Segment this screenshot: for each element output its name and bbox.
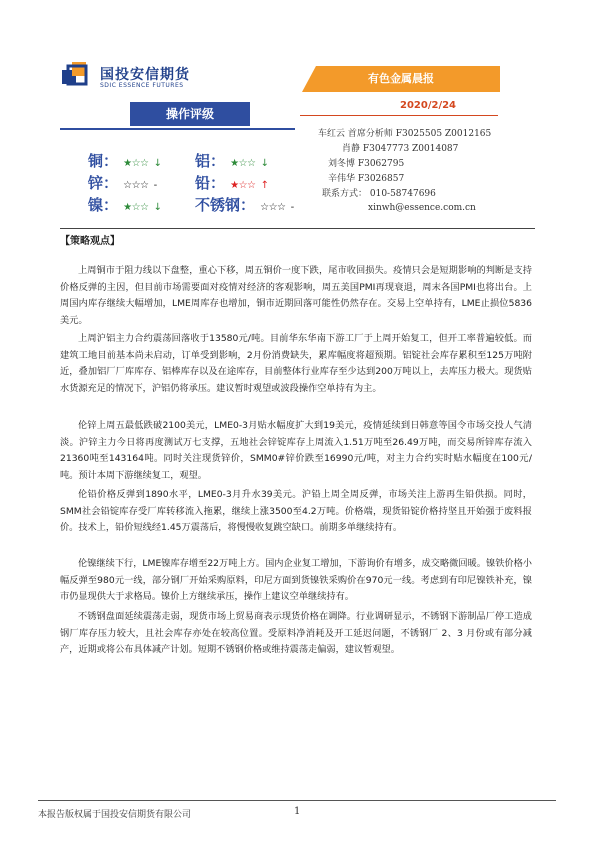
paragraph-nickel: 伦镍继续下行，LME镍库存增至22万吨上方。国内企业复工增加，下游询价有增多，成交略微回暖。镍铁价格小幅反弹至980元一线，部分钢厂开始采购原料，印尼方面到货镍铁采购价在970元一线。考虑到有印尼镍铁补充，镍市仍显现供大于求格局。镍价上方继续承压，操作上建议空单继续持有。	[60, 558, 532, 603]
company-name: 国投安信期货	[100, 67, 190, 83]
rating-stars: ☆☆☆	[123, 180, 149, 191]
metal-name: 不锈钢：	[195, 196, 256, 214]
metal-name: 铜：	[88, 152, 119, 170]
analyst-line: 车红云 首席分析师 F3025505 Z0012165	[318, 129, 492, 139]
paragraph-stainless: 不锈钢盘面延续震荡走弱，现货市场上贸易商表示现货价格在调降。行业调研显示，不锈钢下游制品厂停工造成钢厂库存压力较大，且社会库存亦处在较高位置。受原料净消耗及开工延迟问题，不锈钢厂 2、3 月份或有部分减产，近期或将公布具体减产计划。短期不锈钢价格或维持震荡走偏弱，建议暂观望。	[60, 611, 532, 656]
footer-divider	[38, 800, 556, 801]
contact-email[interactable]: xinwh@essence.com.cn	[368, 203, 476, 213]
contact-phone: 联系方式： 010-58747696	[322, 189, 436, 199]
paragraph-zinc: 伦锌上周五最低跌破2100美元，LME0-3月贴水幅度扩大到19美元，疫情延续到日韩意等国令市场交投人气清淡。沪锌主力今日将再度测试万七支撑，五地社会锌锭库存上周流入1.51万吨至26.49万吨，而交易所锌库存流入21360吨至143164吨。同时关注现货锌价，SMM0#锌价跌至16990元/吨，对主力合约实时贴水幅度在100元/吨。预计本周下游继续复工，观望。	[60, 420, 532, 482]
trend-flat-icon: -	[290, 202, 295, 213]
section-divider	[60, 228, 535, 229]
company-name-en: SDIC ESSENCE FUTURES	[100, 82, 184, 89]
rating-header: 操作评级	[130, 102, 250, 126]
analyst-line: 肖静 F3047773 Z0014087	[342, 144, 459, 154]
rating-stars: ★☆☆	[230, 180, 256, 191]
trend-down-icon: ↓	[260, 158, 269, 169]
metal-name: 铅：	[195, 174, 226, 192]
trend-up-icon: ↑	[260, 180, 269, 191]
page-number: 1	[294, 806, 301, 817]
trend-down-icon: ↓	[153, 202, 162, 213]
metal-name: 锌：	[88, 174, 119, 192]
rating-aluminum	[195, 150, 269, 171]
rating-zinc	[88, 172, 157, 193]
analyst-line: 刘冬博 F3062795	[328, 159, 405, 169]
rating-stars: ★☆☆	[123, 202, 149, 213]
rating-copy	[88, 150, 162, 171]
rating-stars: ☆☆☆	[260, 202, 286, 213]
report-date: 2020/2/24	[400, 100, 457, 111]
company-logo-icon	[62, 60, 96, 90]
date-divider	[300, 115, 498, 116]
paragraph-copper: 上周铜市于阻力线以下盘整，重心下移，周五铜价一度下跌，尾市收回损失。疫情只会是短期影响的判断是支持价格反弹的主因，但目前市场需要面对疫情对经济的客观影响，周五美国PMI再现衰退，周末各国PMI也将出台。上周国内库存继续大幅增加，LME周库存也增加，铜市近期回落可能性仍然存在。交易上空单持有，LME止损位5836美元。	[60, 265, 532, 327]
rating-lead	[195, 172, 269, 193]
footer-copyright: 本报告版权属于国投安信期货有限公司	[38, 810, 192, 820]
report-title: 有色金属晨报	[368, 72, 434, 85]
rating-stainless	[195, 194, 294, 215]
section-title: 【策略观点】	[60, 236, 120, 247]
rating-stars: ★☆☆	[230, 158, 256, 169]
paragraph-lead: 伦铅价格反弹到1890水平，LME0-3月升水39美元。沪铅上周全周反弹，市场关注上游再生铅供损。同时，SMM社会铅锭库存受厂库转移流入拖累，继续上涨3500至4.2万吨。价格端，现货铅锭价格持坚且开始强于废料报价。技术上，铅价短线经1.45万震荡后，将慢慢收复跳空缺口。前期多单继续持有。	[60, 489, 532, 534]
rating-divider	[60, 128, 295, 130]
metal-name: 镍：	[88, 196, 119, 214]
rating-stars: ★☆☆	[123, 158, 149, 169]
analyst-line: 辛伟华 F3026857	[328, 174, 405, 184]
rating-nickel	[88, 194, 162, 215]
paragraph-aluminum: 上周沪铝主力合约震荡回落收于13580元/吨。目前华东华南下游工厂于上周开始复工，但开工率普遍较低。而建筑工地目前基本尚未启动，订单受到影响，2月份消费缺失，累库幅度将超预期。铝锭社会库存累积至125万吨附近，叠加铝厂厂库库存、铝棒库存以及在途库存，目前整体行业库存至少达到200万吨以上，去库压力极大。现货贴水货源充足的情况下，沪铝仍将承压。建议暂时观望或波段操作空单持有为主。	[60, 333, 532, 395]
metal-name: 铝：	[195, 152, 226, 170]
trend-down-icon: ↓	[153, 158, 162, 169]
report-title-banner	[302, 66, 500, 92]
trend-flat-icon: -	[153, 180, 158, 191]
